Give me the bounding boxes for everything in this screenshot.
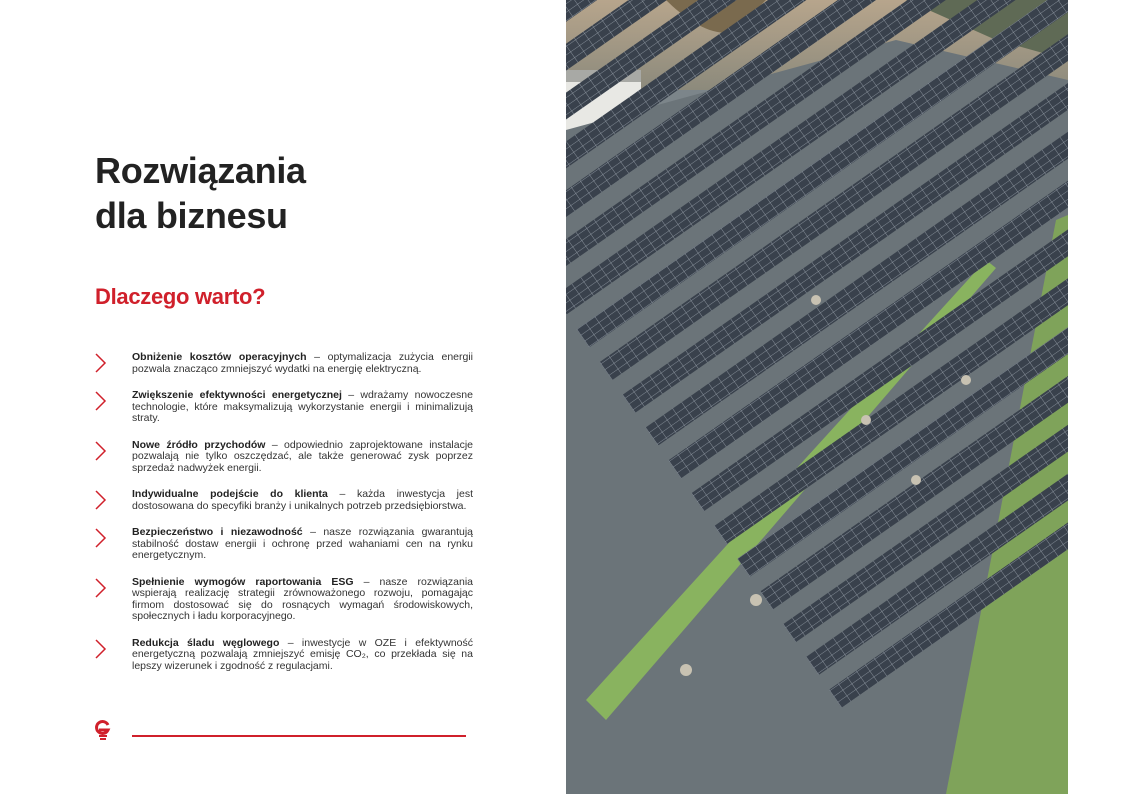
chevron-right-icon [95,353,107,373]
benefit-text: – odpowiednio zaprojektowane instalacje pozwalają nie tylko oszczędzać, ale także generować zysk poprzez sprzedaż nadwyżek energii. [132,438,474,474]
benefit-text: – nasze rozwiązania gwarantują stabilność dostaw energii i ochronę przed wahaniami cen na rynku energetycznym. [132,526,473,561]
benefits-list [95,352,473,672]
benefit-lead: Obniżenie kosztów operacyjnych [132,351,307,363]
section-subtitle: Dlaczego warto? [95,284,266,309]
benefit-text: – wdrażamy nowoczesne technologie, które maksymalizują wykorzystanie energii i minimalizują straty. [132,389,473,424]
benefit-item [95,352,473,375]
chevron-right-icon [95,578,107,598]
brand-logo-icon [94,716,112,742]
chevron-right-icon [95,490,107,510]
benefit-item [95,390,473,425]
page-title [95,148,306,238]
footer-divider [132,735,466,737]
chevron-right-icon [95,639,107,659]
chevron-right-icon [95,391,107,411]
benefit-lead: Nowe źródło przychodów [132,438,266,451]
benefit-item [95,577,473,623]
chevron-right-icon [95,441,107,461]
benefit-item [95,638,473,673]
benefit-text: – inwestycje w OZE i efektywność energetyczną pozwalają zmniejszyć emisję CO₂, co przekłada się na lepszy wizerunek i zgodność z regulacjami. [132,636,473,672]
benefit-lead: Indywidualne podejście do klienta [132,488,328,500]
title-line-1: Rozwiązania [95,150,306,191]
chevron-right-icon [95,528,107,548]
benefit-item [95,489,473,512]
benefit-lead: Redukcja śladu węglowego [132,636,280,649]
benefit-lead: Spełnienie wymogów raportowania ESG [132,575,354,588]
title-line-2: dla biznesu [95,195,288,236]
page-margin [1068,0,1123,794]
solar-panels-roof-photo [566,0,1068,794]
benefit-text: – każda inwestycja jest dostosowana do specyfiki branży i unikalnych potrzeb przedsiębiorstwa. [132,488,473,512]
benefit-lead: Zwiększenie efektywności energetycznej [132,389,342,401]
benefit-text: – optymalizacja zużycia energii pozwala znacząco zmniejszyć wydatki na energię elektryczną. [132,351,473,375]
benefit-text: – nasze rozwiązania wspierają realizację strategii zrównoważonego rozwoju, pomagając firmom dostosować się do rosnących wymagań środowiskowych, społecznych i ładu korporacyjnego. [132,575,473,622]
benefit-item [95,527,473,562]
benefit-item [95,440,473,475]
benefit-lead: Bezpieczeństwo i niezawodność [132,526,303,538]
